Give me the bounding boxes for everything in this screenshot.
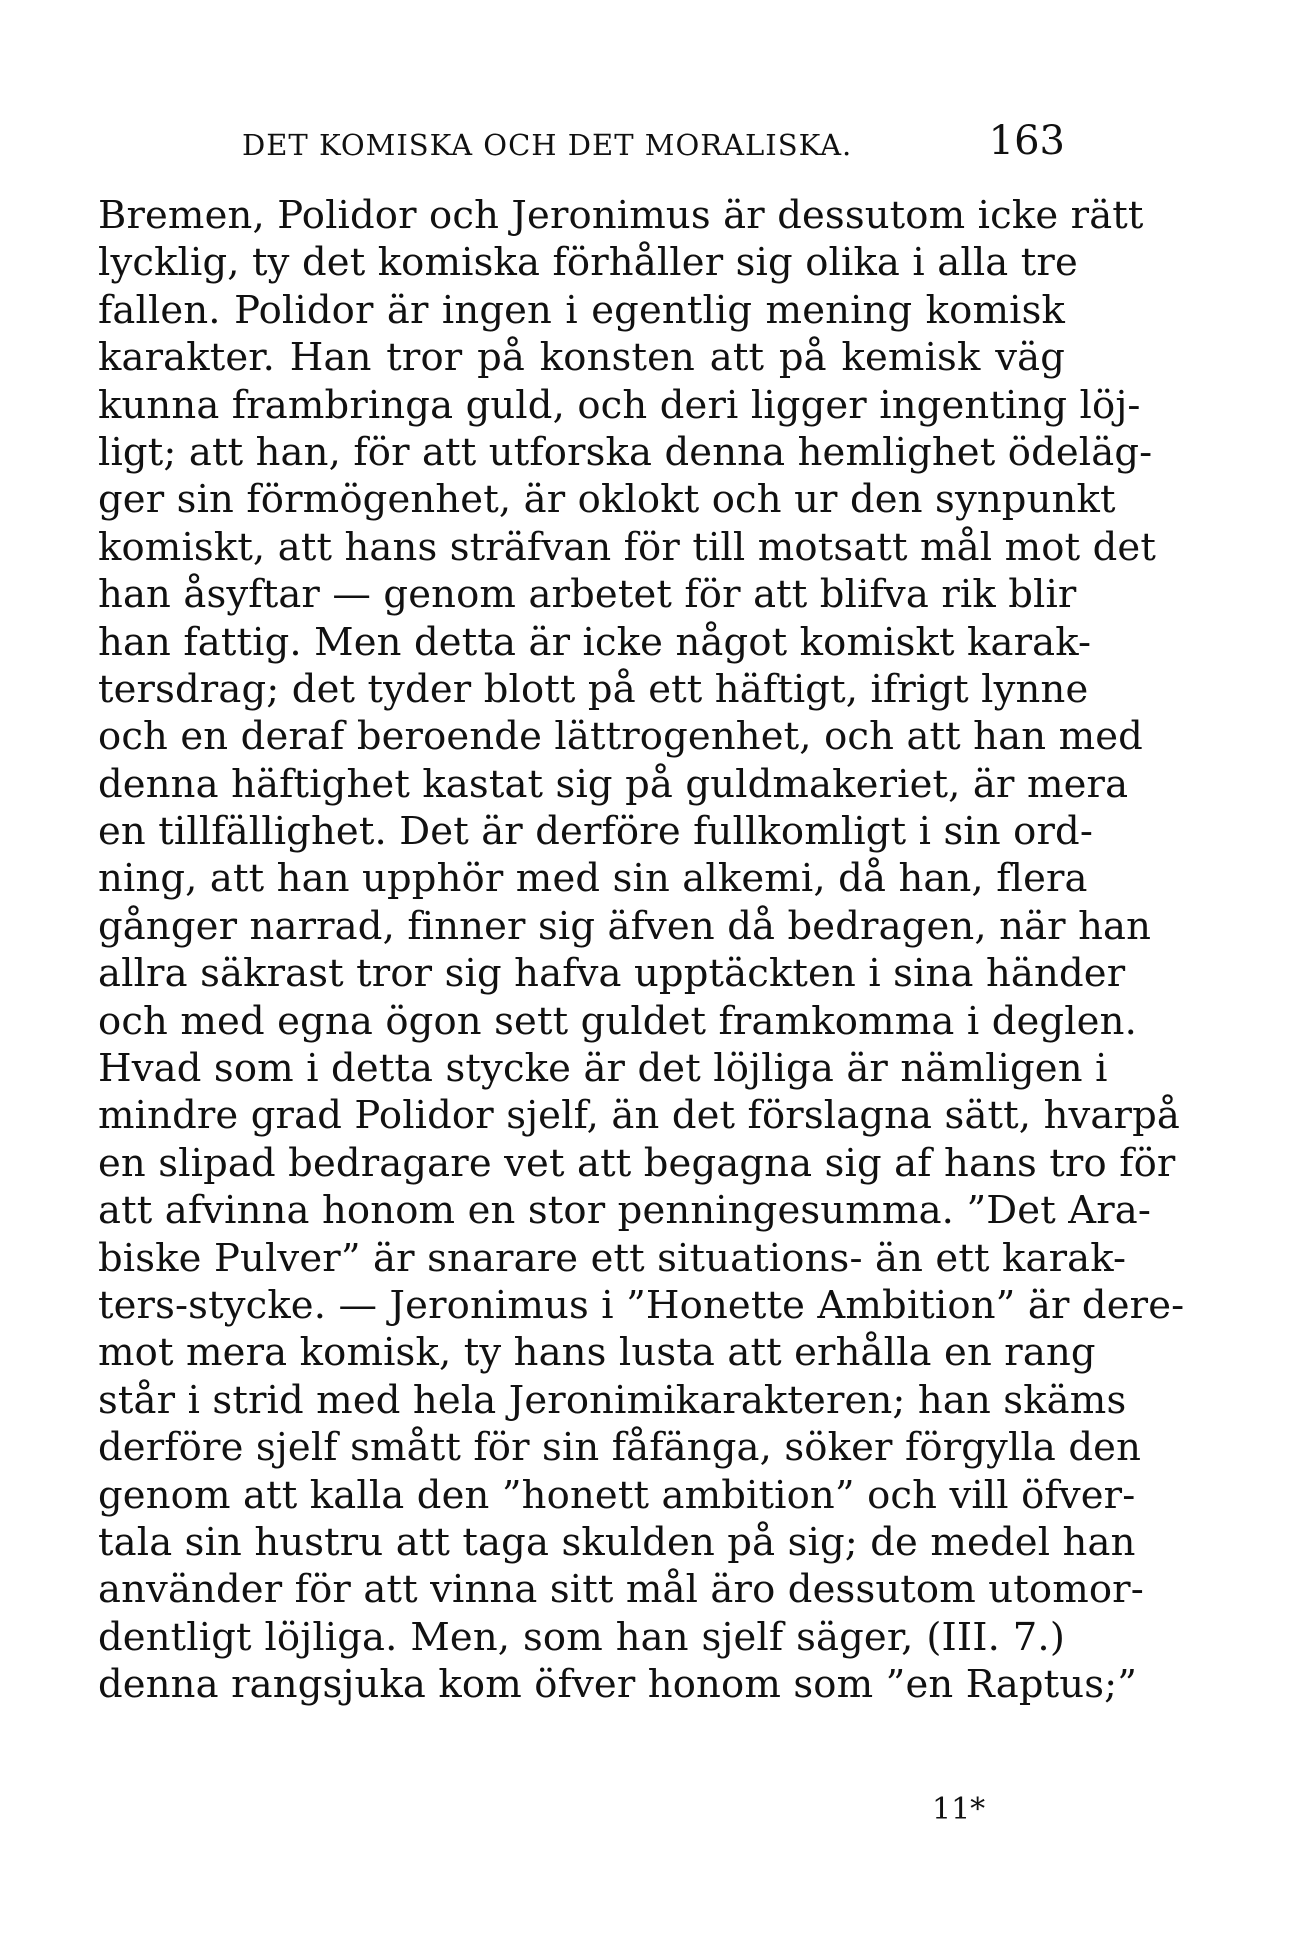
text-line: använder för att vinna sitt mål äro dessutom utomor-: [98, 1567, 1144, 1613]
text-line: komiskt, att hans sträfvan för till motsatt mål mot det: [98, 524, 1156, 570]
text-line: allra säkrast tror sig hafva upptäckten i sina händer: [98, 951, 1126, 997]
text-line: ning, att han upphör med sin alkemi, då han, flera: [98, 856, 1088, 902]
text-line: tala sin hustru att taga skulden på sig; de medel han: [98, 1519, 1136, 1565]
text-line: ters-stycke. — Jeronimus i ”Honette Ambition” är dere-: [98, 1282, 1185, 1328]
text-line: derföre sjelf smått för sin fåfänga, söker förgylla den: [98, 1425, 1142, 1471]
running-head: DET KOMISKA OCH DET MORALISKA.: [242, 128, 853, 162]
text-line: Hvad som i detta stycke är det löjliga är nämligen i: [98, 1046, 1108, 1092]
text-line: dentligt löjliga. Men, som han sjelf säger, (III. 7.): [98, 1614, 1065, 1660]
text-line: ligt; att han, för att utforska denna hemlighet ödeläg-: [98, 429, 1153, 475]
text-line: denna häftighet kastat sig på guldmakeriet, är mera: [98, 761, 1129, 807]
text-line: lycklig, ty det komiska förhåller sig olika i alla tre: [98, 240, 1078, 286]
text-line: och med egna ögon sett guldet framkomma i deglen.: [98, 998, 1137, 1044]
text-line: fallen. Polidor är ingen i egentlig mening komisk: [98, 287, 1065, 333]
text-line: en slipad bedragare vet att begagna sig af hans tro för: [98, 1140, 1176, 1186]
text-line: står i strid med hela Jeronimikarakteren; han skäms: [98, 1377, 1127, 1423]
body-text: [98, 192, 1185, 1709]
page-header: [120, 118, 1065, 178]
text-line: kunna frambringa guld, och deri ligger ingenting löj-: [98, 382, 1141, 428]
text-line: mindre grad Polidor sjelf, än det förslagna sätt, hvarpå: [98, 1093, 1180, 1139]
text-line: mot mera komisk, ty hans lusta att erhålla en rang: [98, 1330, 1096, 1376]
text-line: och en deraf beroende lättrogenhet, och att han med: [98, 714, 1143, 760]
text-line: gånger narrad, finner sig äfven då bedragen, när han: [98, 903, 1152, 949]
text-line: att afvinna honom en stor penningesumma. ”Det Ara-: [98, 1188, 1152, 1234]
text-line: han fattig. Men detta är icke något komiskt karak-: [98, 619, 1092, 665]
text-line: karakter. Han tror på konsten att på kemisk väg: [98, 335, 1065, 381]
page-number: 163: [988, 118, 1065, 164]
text-line: biske Pulver” är snarare ett situations- än ett karak-: [98, 1235, 1127, 1281]
text-line: ger sin förmögenhet, är oklokt och ur den synpunkt: [98, 477, 1116, 523]
signature-mark: 11*: [932, 1792, 986, 1827]
text-line: han åsyftar — genom arbetet för att blifva rik blir: [98, 572, 1077, 618]
text-line: en tillfällighet. Det är derföre fullkomligt i sin ord-: [98, 809, 1094, 855]
text-line: tersdrag; det tyder blott på ett häftigt, ifrigt lynne: [98, 666, 1089, 712]
text-line: genom att kalla den ”honett ambition” och vill öfver-: [98, 1472, 1136, 1518]
text-line: Bremen, Polidor och Jeronimus är dessutom icke rätt: [98, 193, 1144, 238]
text-line: denna rangsjuka kom öfver honom som ”en Raptus;”: [98, 1662, 1138, 1708]
